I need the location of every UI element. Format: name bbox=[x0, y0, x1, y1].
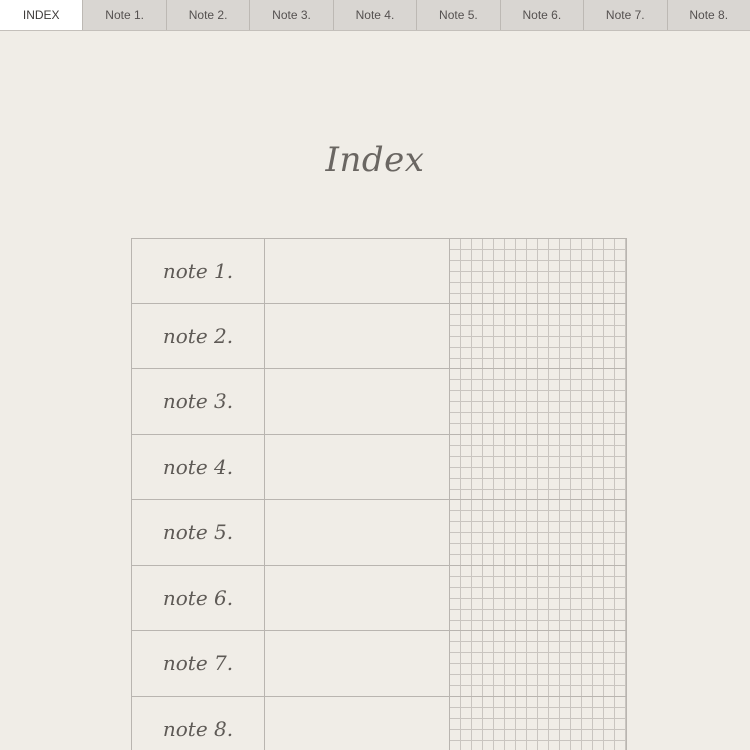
index-link-note-4[interactable]: note 4. bbox=[131, 435, 265, 500]
tab-note-1[interactable]: Note 1. bbox=[83, 0, 166, 30]
index-link-note-8[interactable]: note 8. bbox=[131, 697, 265, 750]
tab-note-5[interactable]: Note 5. bbox=[417, 0, 500, 30]
index-row bbox=[131, 631, 627, 697]
tab-note-4[interactable]: Note 4. bbox=[334, 0, 417, 30]
index-link-note-1[interactable]: note 1. bbox=[131, 239, 265, 303]
tab-note-2[interactable]: Note 2. bbox=[167, 0, 250, 30]
index-row bbox=[131, 304, 627, 370]
index-grid-cell bbox=[449, 697, 627, 750]
index-link-note-2[interactable]: note 2. bbox=[131, 304, 265, 369]
index-grid-cell bbox=[449, 500, 627, 565]
tab-index[interactable]: INDEX bbox=[0, 0, 83, 30]
tab-note-7[interactable]: Note 7. bbox=[584, 0, 667, 30]
tab-note-6[interactable]: Note 6. bbox=[501, 0, 584, 30]
index-row bbox=[131, 238, 627, 304]
index-table bbox=[131, 238, 627, 750]
tab-note-3[interactable]: Note 3. bbox=[250, 0, 333, 30]
tab-bar bbox=[0, 0, 750, 31]
index-description-cell bbox=[265, 304, 449, 369]
index-grid-cell bbox=[449, 631, 627, 696]
index-row bbox=[131, 435, 627, 501]
index-link-note-7[interactable]: note 7. bbox=[131, 631, 265, 696]
index-row bbox=[131, 500, 627, 566]
index-grid-cell bbox=[449, 304, 627, 369]
page-title: Index bbox=[325, 140, 425, 180]
index-grid-cell bbox=[449, 435, 627, 500]
index-row bbox=[131, 566, 627, 632]
index-grid-cell bbox=[449, 369, 627, 434]
index-description-cell bbox=[265, 500, 449, 565]
index-description-cell bbox=[265, 697, 449, 750]
index-row bbox=[131, 369, 627, 435]
index-description-cell bbox=[265, 566, 449, 631]
index-grid-cell bbox=[449, 566, 627, 631]
index-description-cell bbox=[265, 435, 449, 500]
index-link-note-3[interactable]: note 3. bbox=[131, 369, 265, 434]
index-link-note-6[interactable]: note 6. bbox=[131, 566, 265, 631]
index-row bbox=[131, 697, 627, 750]
index-link-note-5[interactable]: note 5. bbox=[131, 500, 265, 565]
tab-note-8[interactable]: Note 8. bbox=[668, 0, 750, 30]
index-description-cell bbox=[265, 631, 449, 696]
index-grid-cell bbox=[449, 239, 627, 303]
index-description-cell bbox=[265, 239, 449, 303]
index-description-cell bbox=[265, 369, 449, 434]
